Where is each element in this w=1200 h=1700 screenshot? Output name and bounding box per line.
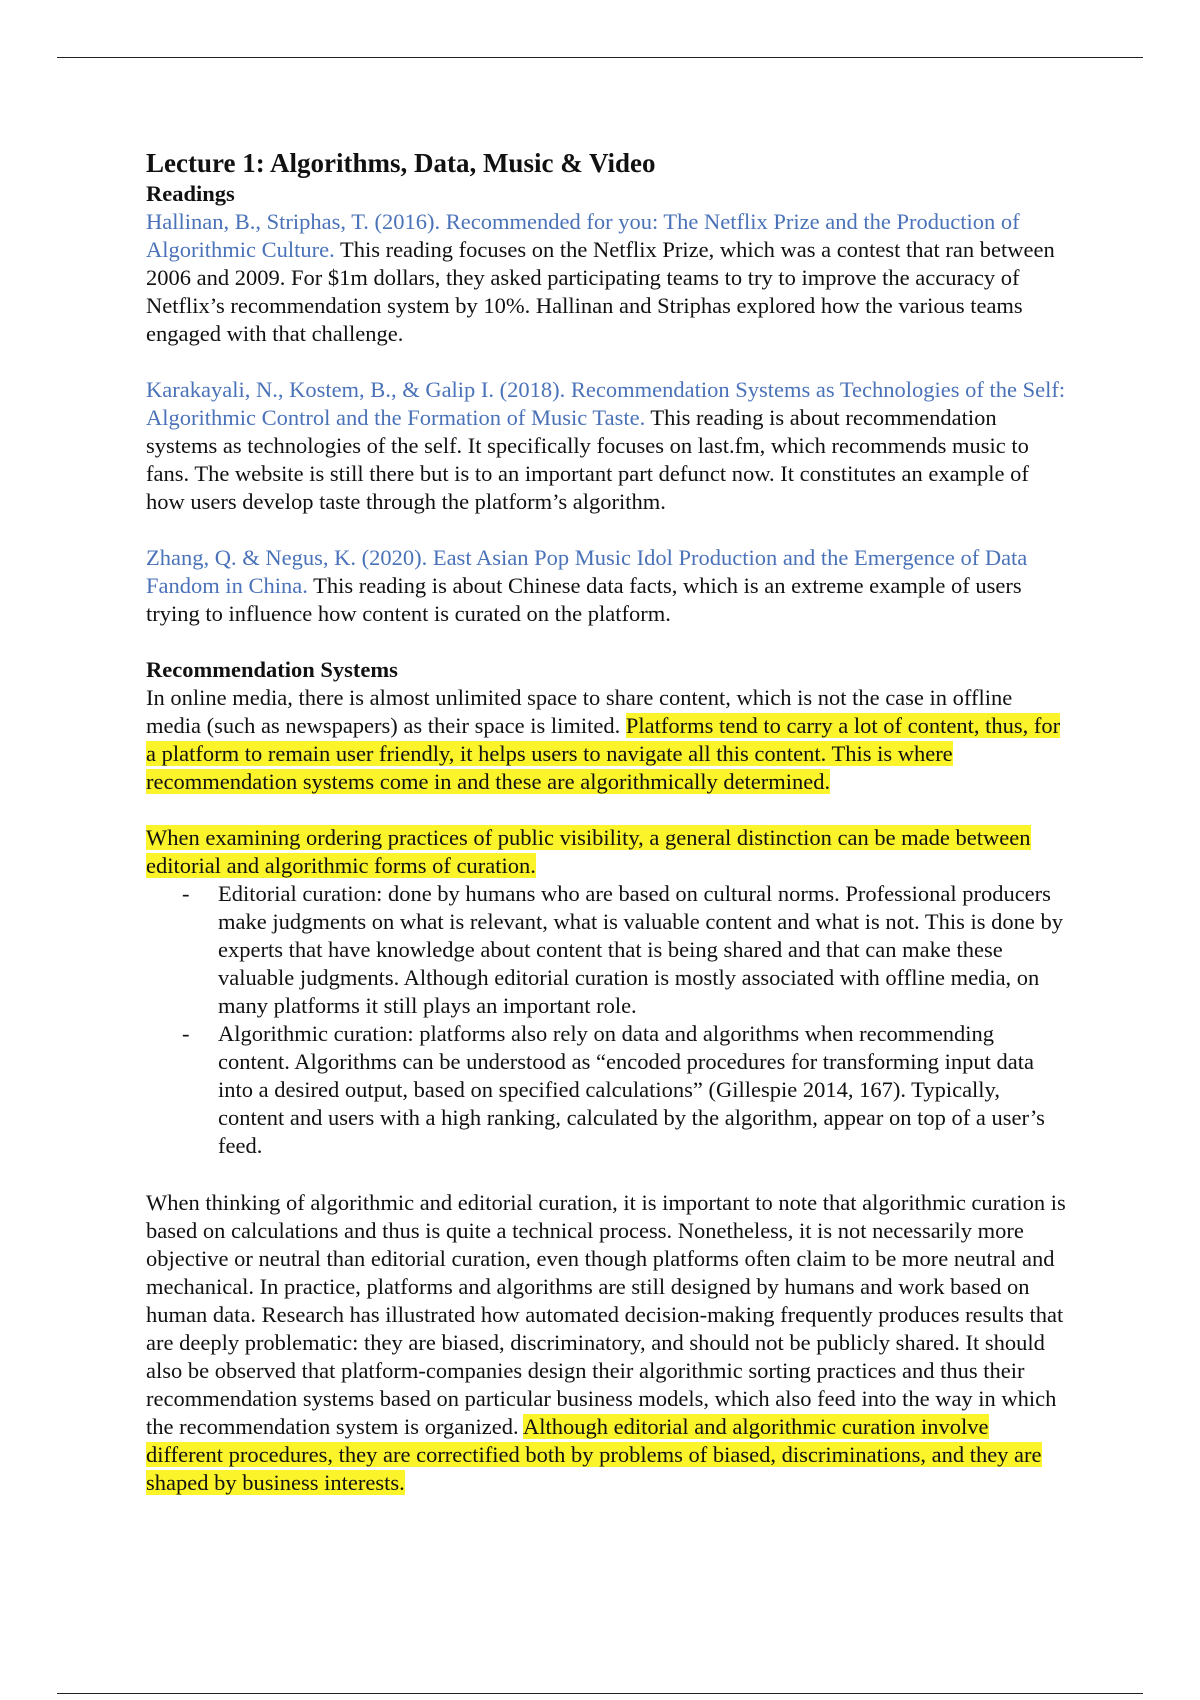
bottom-rule [57,1693,1143,1694]
highlighted-text: When examining ordering practices of public visibility, a general distinction can be made between editorial and algorithmic forms of curation. [146,825,1031,878]
list-item: - Editorial curation: done by humans who are based on cultural norms. Professional producers make judgments on what is relevant, what is valuable content and what is not. This is done by experts that have knowledge about content that is being shared and that can make these valuable judgments. Although editorial curation is mostly associated with offline media, on many platforms it still plays an important role. [218,880,1066,1020]
list-item: - Algorithmic curation: platforms also rely on data and algorithms when recommending content. Algorithms can be understood as “encoded procedures for transforming input data into a desired output, based on specified calculations” (Gillespie 2014, 167). Typically, content and users with a high ranking, calculated by the algorithm, appear on top of a user’s feed. [218,1020,1066,1160]
paragraph-text: In online media, there is almost unlimited space to share content, which is not the case in offline media (such as newspapers) as their space is limited. [146,685,1013,738]
paragraph-conclusion [146,1189,1066,1497]
paragraph-distinction [146,824,1066,880]
curation-list [146,880,1066,1160]
highlighted-text: Platforms tend to carry a lot of content, thus, for a platform to remain user friendly, it helps users to navigate all this content. This is where recommendation systems come in and these are algorithmically determined. [146,713,1061,794]
paragraph-text: When thinking of algorithmic and editorial curation, it is important to note that algorithmic curation is based on calculations and thus is quite a technical process. Nonetheless, it is not necessarily more objective or neutral than editorial curation, even though platforms often claim to be more neutral and mechanical. In practice, platforms and algorithms are still designed by humans and work based on human data. Research has illustrated how automated decision-making frequently produces results that are deeply problematic: they are biased, discriminatory, and should not be publicly shared. It should also be observed that platform-companies design their algorithmic sorting practices and thus their recommendation systems based on particular business models, which also feed into the way in which the recommendation system is organized. [146,1190,1066,1439]
page-title: Lecture 1: Algorithms, Data, Music & Video [146,148,656,178]
reading-citation: Karakayali, N., Kostem, B., & Galip I. (2018). Recommendation Systems as Technologies of the Self: Algorithmic Control and the Formation of Music Taste. [146,377,1066,430]
reading-entry [146,376,1066,516]
readings-heading: Readings [146,181,235,206]
section-heading: Recommendation Systems [146,657,398,682]
reading-entry [146,208,1066,348]
reading-description: This reading is about recommendation systems as technologies of the self. It specifically focuses on last.fm, which recommends music to fans. The website is still there but is to an important part defunct now. It constitutes an example of how users develop taste through the platform’s algorithm. [146,405,1029,514]
reading-description: This reading is about Chinese data facts, which is an extreme example of users trying to influence how content is curated on the platform. [146,573,1022,626]
highlighted-text: Although editorial and algorithmic curation involve different procedures, they are correctified both by problems of biased, discriminations, and they are shaped by business interests. [146,1414,1042,1495]
reading-entry [146,544,1066,628]
top-rule [57,57,1143,58]
reading-citation: Zhang, Q. & Negus, K. (2020). East Asian Pop Music Idol Production and the Emergence of Data Fandom in China. [146,545,1028,598]
document-body [146,146,1066,1497]
paragraph-intro [146,684,1066,796]
reading-description: This reading focuses on the Netflix Prize, which was a contest that ran between 2006 and 2009. For $1m dollars, they asked participating teams to try to improve the accuracy of Netflix’s recommendation system by 10%. Hallinan and Striphas explored how the various teams engaged with that challenge. [146,237,1055,346]
reading-citation: Hallinan, B., Striphas, T. (2016). Recommended for you: The Netflix Prize and the Production of Algorithmic Culture. [146,209,1020,262]
